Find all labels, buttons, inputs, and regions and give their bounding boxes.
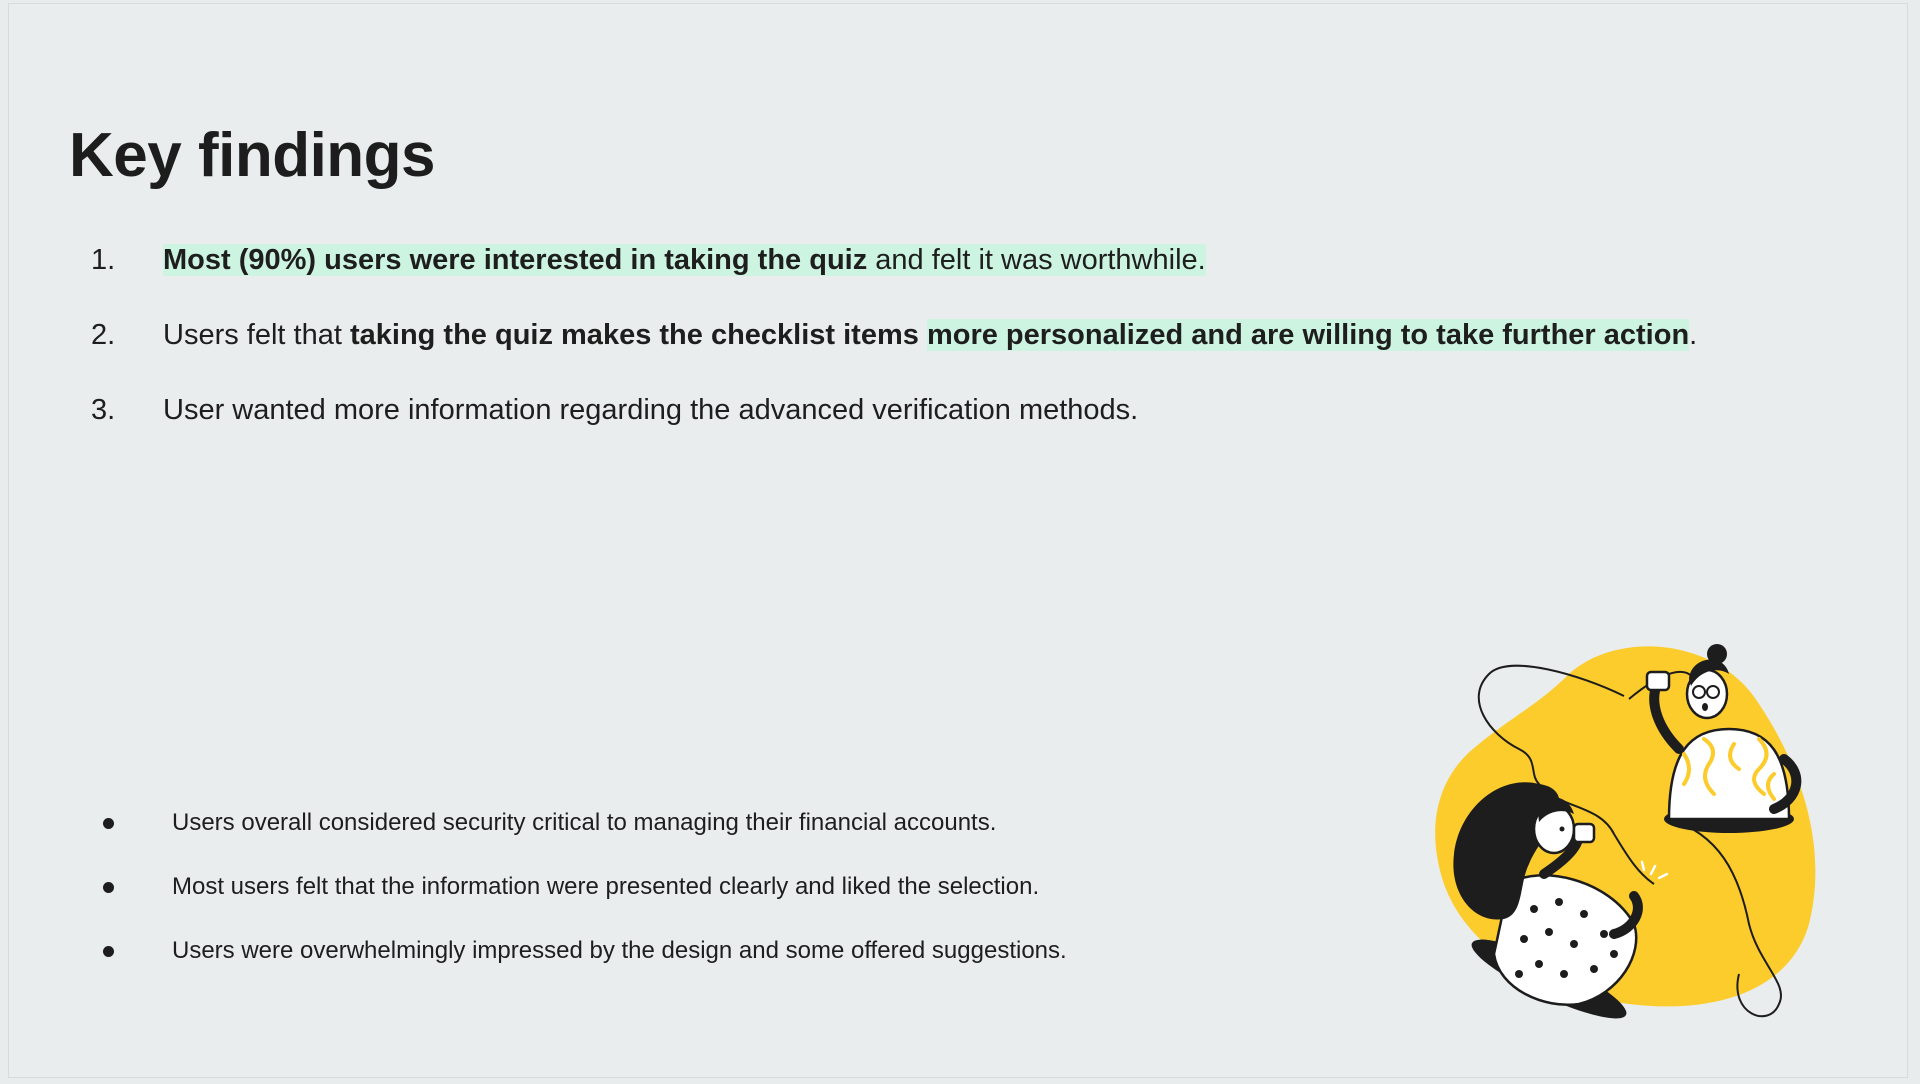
bullet-text: Users were overwhelmingly impressed by the design and some offered suggestions.: [172, 937, 1067, 964]
finding-number: 3.: [91, 394, 116, 426]
finding-text: [163, 241, 1206, 279]
two-people-tin-can-phone-illustration: [1429, 634, 1839, 1034]
finding-segment: .: [1689, 319, 1698, 351]
finding-text: [163, 391, 1138, 429]
finding-text: [163, 316, 1697, 354]
bullet-text: Most users felt that the information were presented clearly and liked the selection.: [172, 873, 1040, 900]
finding-segment: and felt it was worthwhile.: [867, 244, 1206, 276]
finding-number: 2.: [91, 319, 116, 351]
bullet-dot-icon: [103, 818, 114, 829]
finding-segment: Users felt that: [163, 319, 350, 351]
finding-segment: User wanted more information regarding the advanced verification methods.: [163, 394, 1139, 426]
bullet-dot-icon: [103, 882, 114, 893]
finding-segment: Most (90%) users were interested in taking the quiz: [163, 244, 868, 276]
bullet-text: Users overall considered security critical to managing their financial accounts.: [172, 809, 997, 836]
finding-segment: taking the quiz makes the checklist items: [349, 319, 927, 351]
bullet-dot-icon: [103, 946, 114, 957]
slide: [8, 3, 1908, 1078]
slide-title: Key findings: [69, 121, 436, 190]
finding-number: 1.: [91, 244, 116, 276]
finding-segment: more personalized and are willing to take further action: [926, 319, 1690, 351]
